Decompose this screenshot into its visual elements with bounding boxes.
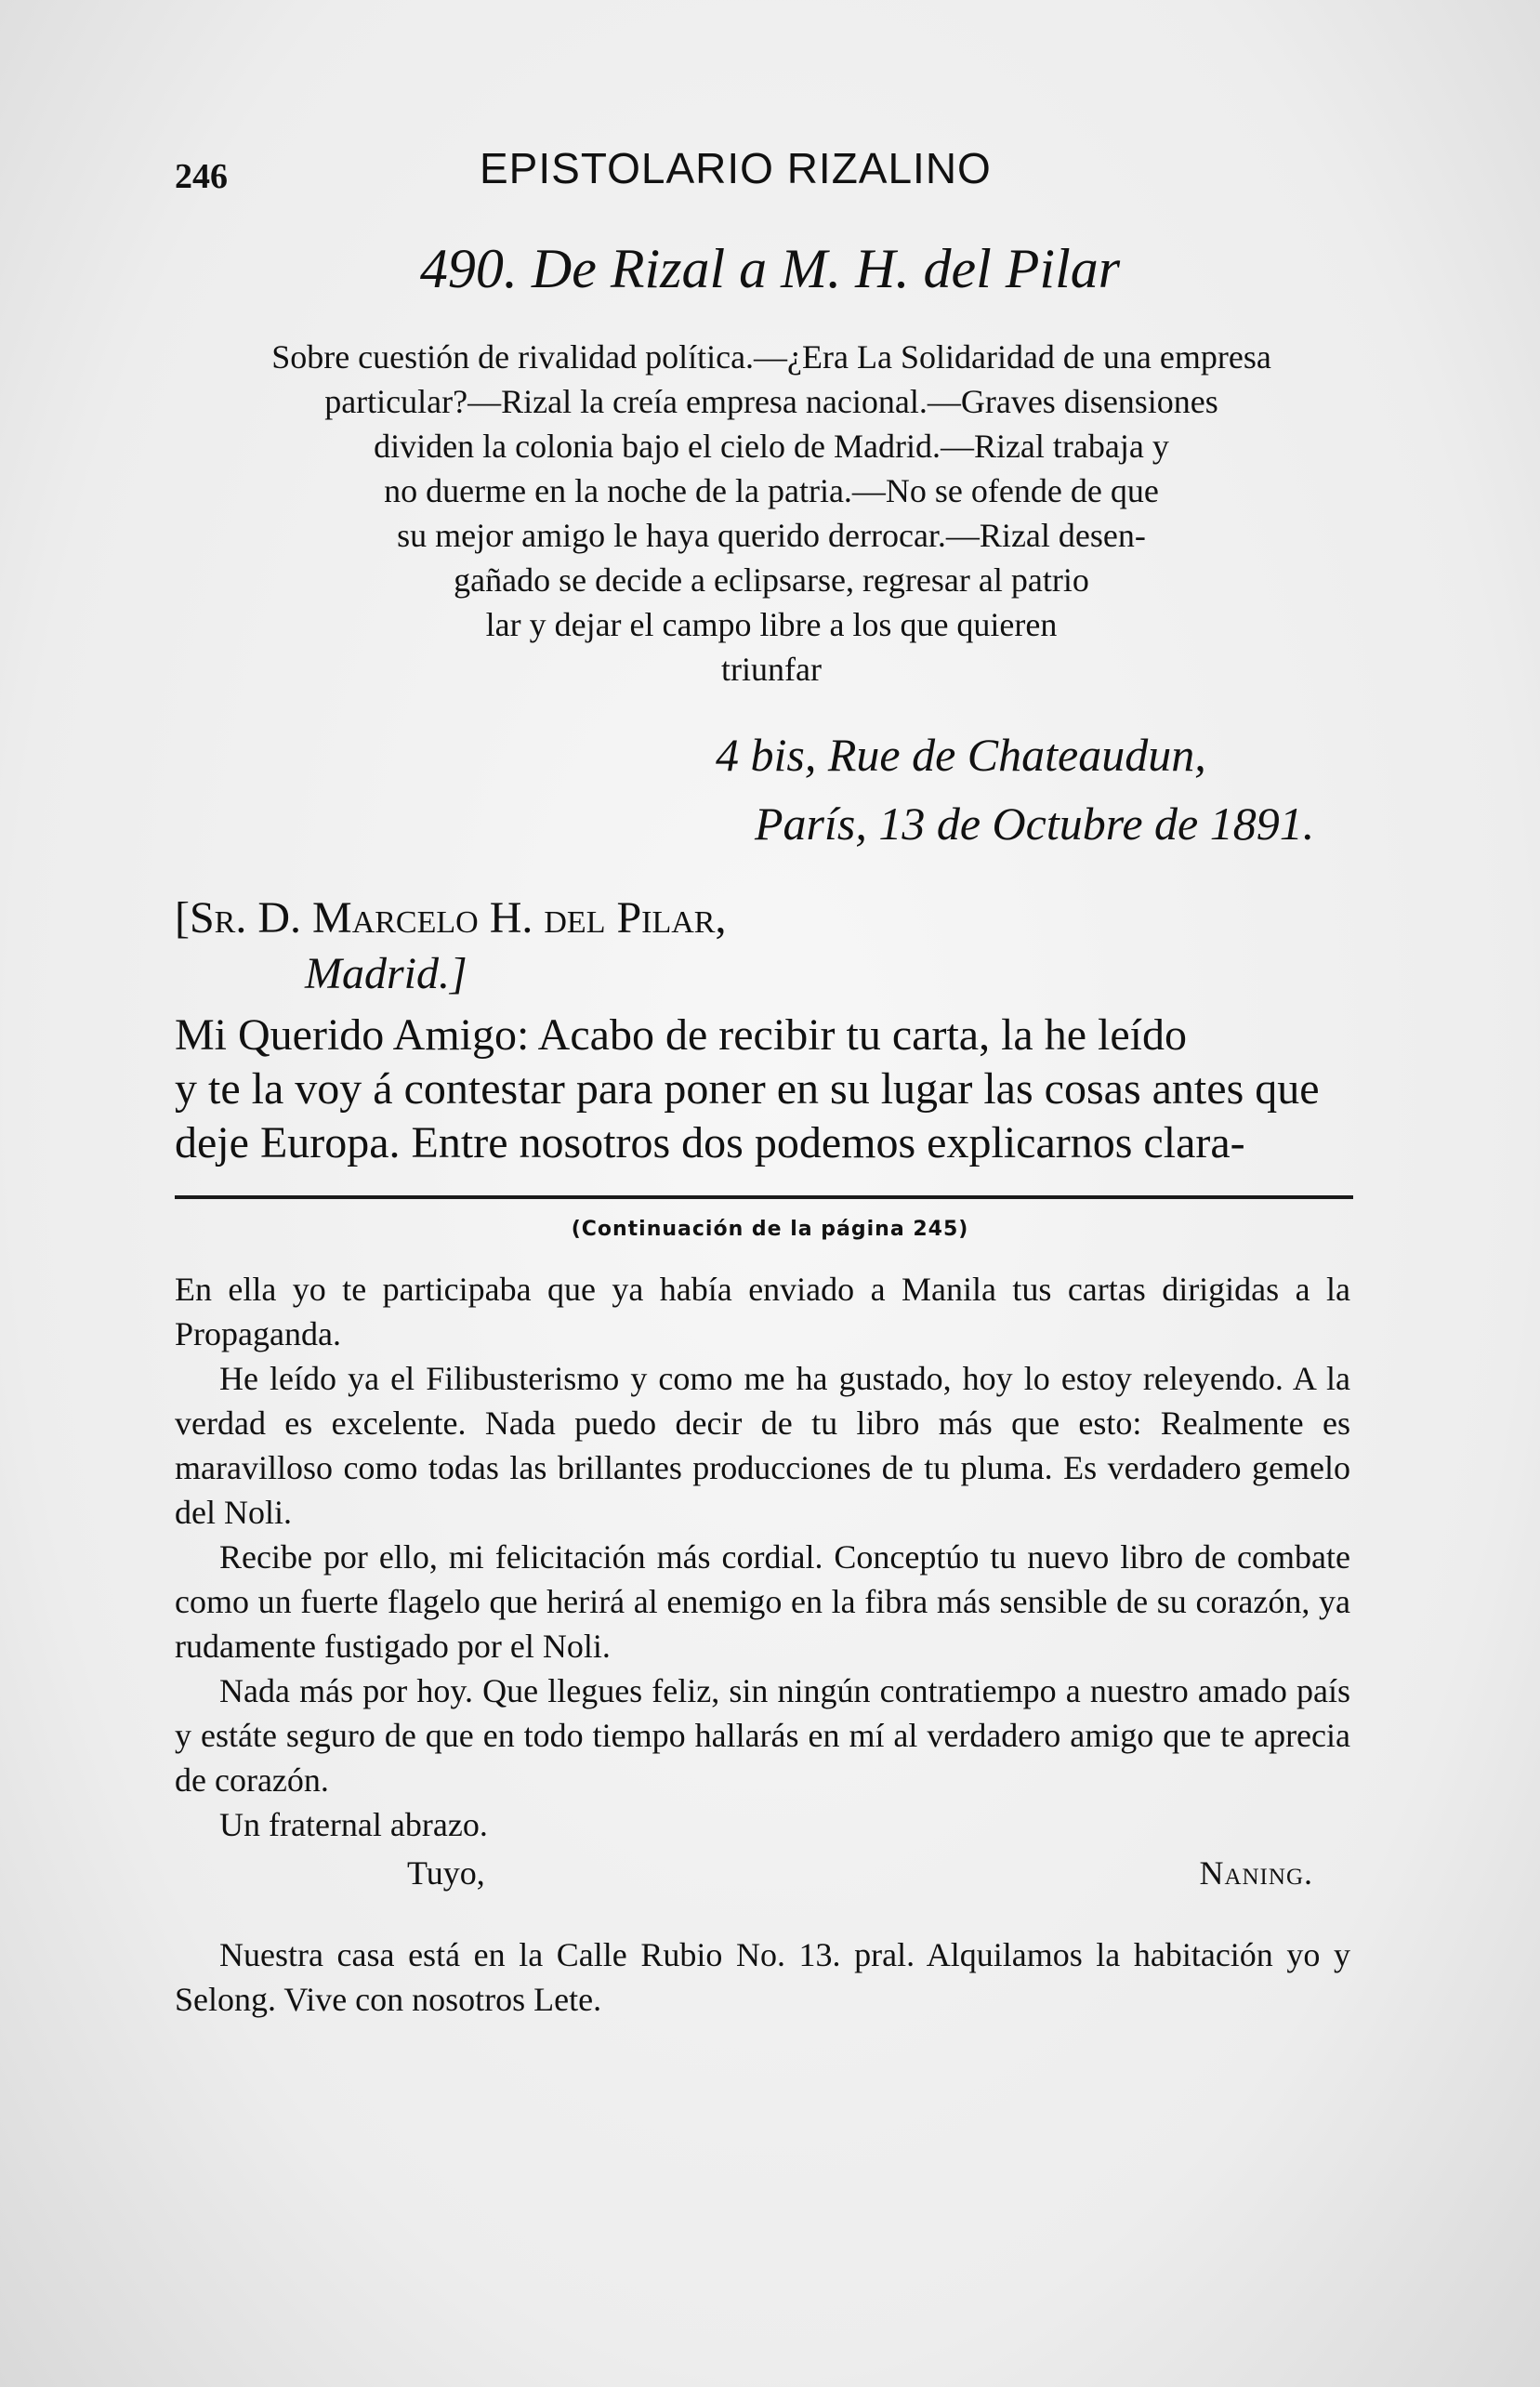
footnote-paragraph: Un fraternal abrazo. <box>219 1806 488 1843</box>
addressee-city: Madrid.] <box>305 949 467 998</box>
page-number: 246 <box>175 157 228 196</box>
footnote-paragraph: En ella yo te participaba que ya había enviado a Manila tus cartas dirigidas a la Propaganda. <box>175 1271 1350 1352</box>
summary-line: Sobre cuestión de rivalidad política.—¿Era La Solidaridad de una empresa <box>271 338 1271 376</box>
letter-body <box>175 1009 1355 1170</box>
footnote-paragraph: Recibe por ello, mi felicitación más cordial. Conceptúo tu nuevo libro de combate como un fuerte flagelo que herirá al enemigo en la fibra más sensible de su corazón, ya rudamente fustigado por el Noli. <box>175 1538 1350 1665</box>
addressee <box>175 890 1011 1002</box>
summary-line: dividen la colonia bajo el cielo de Madrid.—Rizal trabaja y <box>374 428 1169 465</box>
signature-row <box>175 1847 1350 1899</box>
summary-line: particular?—Rizal la creía empresa nacional.—Graves disensiones <box>324 383 1218 420</box>
summary-line: su mejor amigo le haya querido derrocar.—Rizal desen- <box>397 517 1146 554</box>
body-line: deje Europa. Entre nosotros dos podemos explicarnos clara- <box>175 1118 1245 1167</box>
dateline-date: París, 13 de Octubre de 1891. <box>755 798 1315 850</box>
summary-line: triunfar <box>721 651 822 688</box>
letter-summary <box>167 335 1375 692</box>
letter-title: 490. De Rizal a M. H. del Pilar <box>419 238 1121 299</box>
body-line: y te la voy á contestar para poner en su lugar las cosas antes que <box>175 1064 1320 1114</box>
summary-line: no duerme en la noche de la patria.—No se ofende de que <box>384 472 1159 509</box>
continuation-label: (Continuación de la página 245) <box>571 1218 969 1241</box>
summary-line: lar y dejar el campo libre a los que quieren <box>485 606 1058 643</box>
dateline-address: 4 bis, Rue de Chateaudun, <box>716 729 1206 781</box>
postscript: Nuestra casa está en la Calle Rubio No. 13. pral. Alquilamos la habitación yo y Selong. Vive con nosotros Lete. <box>175 1936 1350 2018</box>
footnote-paragraph: Nada más por hoy. Que llegues feliz, sin ningún contratiempo a nuestro amado país y estáte seguro de que en todo tiempo hallarás en mí al verdadero amigo que te aprecia de corazón. <box>175 1672 1350 1799</box>
body-line: Mi Querido Amigo: Acabo de recibir tu carta, la he leído <box>175 1010 1187 1060</box>
addressee-name: [Sr. D. Marcelo H. del Pilar, <box>175 893 727 943</box>
signature: Naning. <box>1199 1854 1313 1892</box>
summary-line: gañado se decide a eclipsarse, regresar al patrio <box>454 561 1089 599</box>
running-head: EPISTOLARIO RIZALINO <box>480 144 992 192</box>
dateline <box>716 720 1366 858</box>
footnote-divider <box>175 1195 1353 1199</box>
closing: Tuyo, <box>407 1854 485 1892</box>
footnote <box>175 1267 1350 2022</box>
footnote-paragraph: He leído ya el Filibusterismo y como me ha gustado, hoy lo estoy releyendo. A la verdad es excelente. Nada puedo decir de tu libro más que esto: Realmente es maravilloso como todas las brillantes producciones de tu pluma. Es verdadero gemelo del Noli. <box>175 1360 1350 1531</box>
page-header <box>175 139 1383 195</box>
